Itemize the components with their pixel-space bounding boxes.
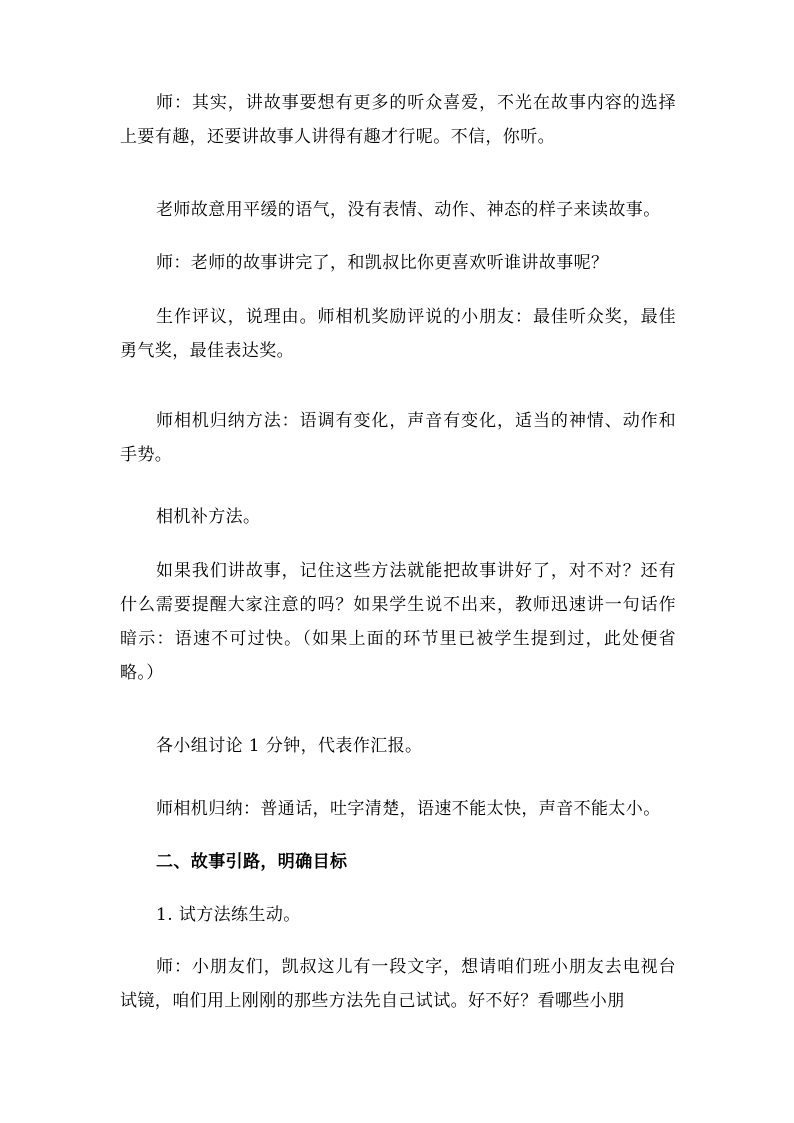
paragraph-teacher-reads-flat: 老师故意用平缓的语气，没有表情、动作、神态的样子来读故事。 <box>156 200 661 220</box>
paragraph-group-discussion: 各小组讨论 1 分钟，代表作汇报。 <box>156 736 423 756</box>
subsection-heading: 1. 试方法练生动。 <box>156 905 301 925</box>
paragraph-reminders: 如果我们讲故事，记住这些方法就能把故事讲好了，对不对？还有什么需要提醒大家注意的吗？如果学生说不出来，教师迅速讲一句话作暗示：语速不可过快。（如果上面的环节里已被学生提到过，此处便省略。） <box>120 561 676 683</box>
paragraph-student-evaluation: 生作评议，说理由。师相机奖励评说的小朋友：最佳听众奖，最佳勇气奖，最佳表达奖。 <box>120 307 676 361</box>
section-heading: 二、故事引路，明确目标 <box>156 852 348 872</box>
paragraph-supplement-methods: 相机补方法。 <box>156 507 261 527</box>
paragraph-teacher-intro: 师：其实，讲故事要想有更多的听众喜爱，不光在故事内容的选择上要有趣，还要讲故事人讲得有趣才行呢。不信，你听。 <box>120 93 676 147</box>
paragraph-teacher-question: 师：老师的故事讲完了，和凯叔比你更喜欢听谁讲故事呢？ <box>156 253 609 273</box>
paragraph-summary: 师相机归纳：普通话，吐字清楚，语速不能太快，声音不能太小。 <box>156 799 661 819</box>
paragraph-summarize-methods: 师相机归纳方法：语调有变化，声音有变化，适当的神情、动作和手势。 <box>120 411 676 465</box>
paragraph-practice-intro: 师：小朋友们，凯叔这儿有一段文字，想请咱们班小朋友去电视台试镜，咱们用上刚刚的那些方法先自己试试。好不好？看哪些小朋 <box>120 957 676 1011</box>
